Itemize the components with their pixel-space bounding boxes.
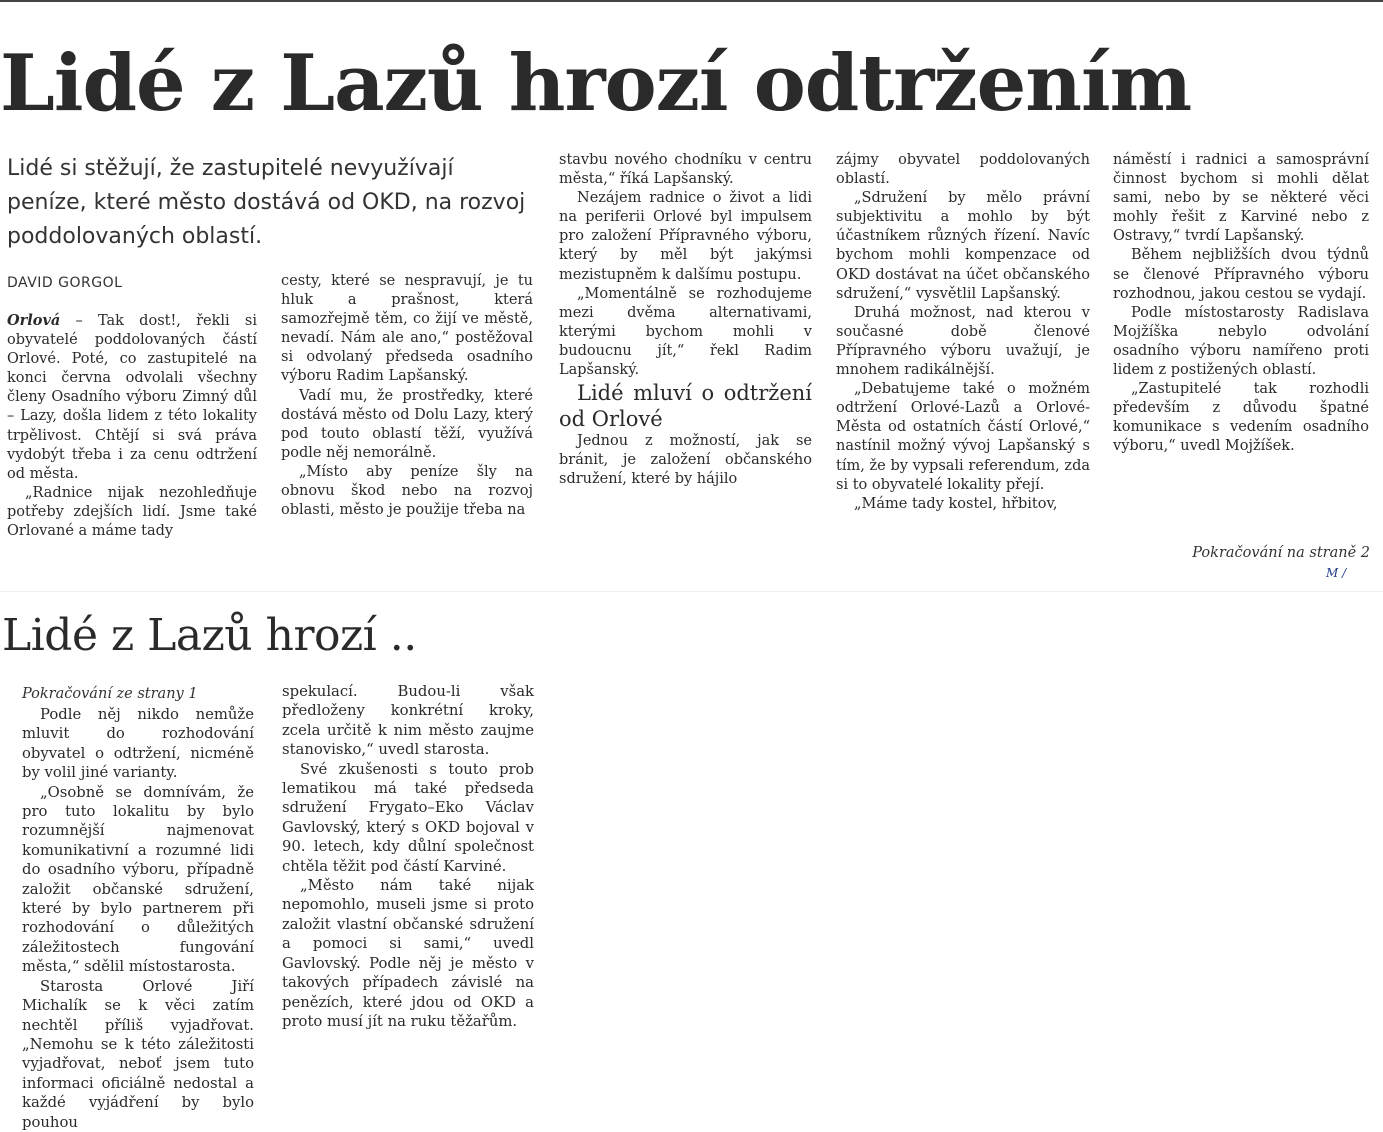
paragraph: „Město nám také nijak nepomohlo, museli jsme si proto založit vlastní občanské sdružení a pomoci si sami,“ uvedl Gavlovský. Podle něj je město v takových případech závislé na penězích, které jdou od OKD a proto musí jít na ruku těžařům. [282, 877, 534, 1030]
paragraph: „Máme tady kostel, hřbitov, [854, 495, 1058, 512]
paragraph: Podle místostarosty Radislava Mojžíška nebylo odvolání osadního výboru namířeno proti lidem z postižených oblastí. [1113, 304, 1369, 379]
paragraph: Starosta Orlové Jiří Michalík se k věci zatím nechtěl příliš vyjadřovat. „Nemohu se k této záležitosti vyjadřovat, neboť jsem tuto informaci oficiálně nedostal a každé vyjádření by bylo pouhou [22, 977, 254, 1131]
paragraph: stavbu nového chodníku v centru města,“ říká Lapšanský. [559, 152, 812, 188]
paragraph: Jednou z možností, jak se bránit, je založení občanského sdružení, které by hájilo [559, 433, 812, 488]
paragraph: Vadí mu, že prostředky, které dostává město od Dolu Lazy, který pod touto oblastí těží, využívá podle něj nemorálně. [281, 387, 533, 461]
article-lead: Lidé si stěžují, že zastupitelé nevyužívají peníze, které město dostává od OKD, na rozvoj poddolovaných oblastí. [7, 156, 526, 249]
paragraph: spekulací. Budou-li však předloženy konkrétní kroky, zcela určitě k nim město zaujme stanovisko,“ uvedl starosta. [282, 683, 534, 759]
byline: DAVID GORGOL [7, 275, 123, 291]
clipping-separator [0, 591, 1383, 592]
paragraph: „Osobně se domnívám, že pro tuto lokalitu by bylo rozumnější najmenovat komunikativní a rozumné lidi do osadního výboru, případně založit občanské sdružení, které by bylo partnerem při rozhodování o důležitých záležitostech fungování města,“ sdělil místostarosta. [22, 783, 254, 976]
continued-from-page: Pokračování ze strany 1 [22, 686, 198, 702]
continuation-column-2 [282, 682, 534, 1031]
continuation-headline: Lidé z Lazů hrozí .. [2, 610, 417, 661]
paragraph: Podle něj nikdo nemůže mluvit do rozhodování obyvatel o odtržení, nicméně by volil jiné varianty. [22, 706, 254, 782]
paragraph: Během nejbližších dvou týdnů se členové Přípravného výboru rozhodnou, jakou cestou se vydají. [1113, 247, 1369, 302]
paragraph: Nezájem radnice o život a lidi na periferii Orlové byl impulsem pro založení Přípravného výboru, který by měl být jakýmsi mezistupněm k dalšímu postupu. [559, 190, 812, 283]
paragraph: Druhá možnost, nad kterou v současné době členové Přípravného výboru uvažují, je mnohem radikálnější. [836, 304, 1090, 379]
paragraph: „Radnice nijak nezohledňuje potřeby zdejších lidí. Jsme také Orlované a máme tady [7, 484, 257, 540]
paragraph: „Debatujeme také o možném odtržení Orlové-Lazů a Orlové-Města od ostatních částí Orlové,“ nastínil možný vývoj Lapšanský s tím, že by vypsali referendum, zda si to obyvatelé lokality přejí. [836, 381, 1090, 493]
handwritten-mark: M / [1326, 566, 1347, 580]
article-headline: Lidé z Lazů hrozí odtržením [0, 38, 1192, 129]
article-column-4 [836, 151, 1090, 514]
dateline-location: Orlová [7, 312, 61, 329]
paragraph: zájmy obyvatel poddolovaných oblastí. [836, 152, 1090, 188]
article-column-5 [1113, 151, 1369, 457]
continued-on-page: Pokračování na straně 2 [1192, 545, 1370, 561]
article-column-2 [281, 272, 533, 520]
paragraph: náměstí i radnici a samosprávní činnost bychom si mohli dělat sami, nebo by se některé věci mohly řešit z Karviné nebo z Ostravy,“ tvrdí Lapšanský. [1113, 152, 1369, 245]
subheading: Lidé mluví o odtržení od Orlové [559, 381, 812, 432]
paragraph: „Sdružení by mělo právní subjektivitu a mohlo by být účastníkem různých řízení. Navíc bychom mohli kompenzace od OKD dostávat na účet občanského sdružení,“ vysvětlil Lapšanský. [836, 190, 1090, 302]
paragraph: Orlová – Tak dost!, řekli si obyvatelé poddolovaných částí Orlové. Poté, co zastupitelé na konci června odvolali všechny členy Osadního výboru Zimný důl – Lazy, došla lidem z této lokality trpělivost. Chtějí si svá práva vydobýt třeba i za cenu odtržení od města. [7, 312, 257, 482]
paragraph: Své zkušenosti s touto prob lematikou má také předseda sdružení Frygato–Eko Václav Gavlovský, který s OKD bojoval v 90. letech, kdy důlní společnost chtěla těžit pod částí Karviné. [282, 760, 534, 875]
top-rule [0, 0, 1383, 2]
paragraph: „Zastupitelé tak rozhodli především z důvodu špatné komunikace s vedením osadního výboru,“ uvedl Mojžíšek. [1113, 381, 1369, 455]
paragraph: cesty, které se nespravují, je tu hluk a prašnost, která samozřejmě těm, co žijí ve městě, nevadí. Nám ale ano,“ postěžoval si odvolaný předseda osadního výboru Radim Lapšanský. [281, 273, 533, 385]
continuation-column-1 [22, 705, 254, 1132]
paragraph: „Momentálně se rozhodujeme mezi dvěma alternativami, kterými bychom mohli v budoucnu jít,“ řekl Radim Lapšanský. [559, 285, 812, 379]
article-column-3 [559, 151, 812, 489]
paragraph: „Místo aby peníze šly na obnovu škod nebo na rozvoj oblasti, město je použije třeba na [281, 463, 533, 519]
article-column-1 [7, 311, 257, 541]
